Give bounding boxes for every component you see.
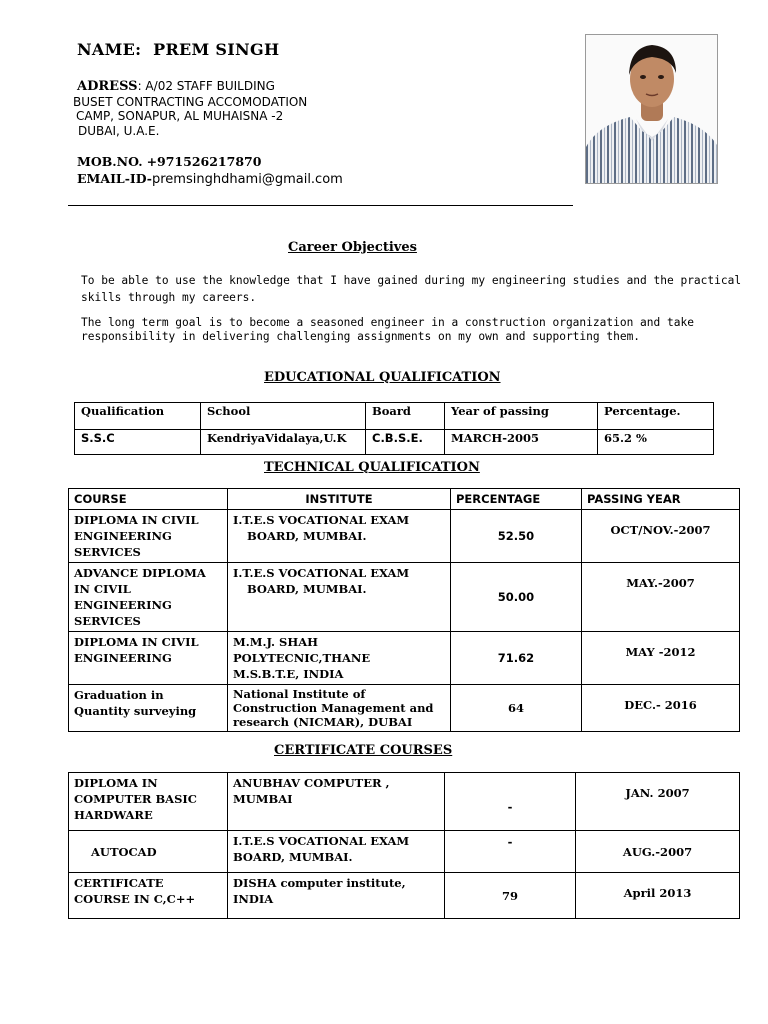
cell-line: I.T.E.S VOCATIONAL EXAM: [233, 834, 410, 848]
table-cell: 65.2 %: [598, 430, 714, 455]
header-cell: Board: [366, 403, 445, 430]
table-row: [69, 773, 740, 831]
cell-line: ENGINEERING: [74, 651, 172, 665]
technical-heading: TECHNICAL QUALIFICATION: [264, 460, 480, 475]
contact-block: [77, 153, 343, 188]
percentage-cell: 52.50: [451, 510, 582, 563]
mobile-number: +971526217870: [146, 154, 262, 169]
cell-line: BOARD, MUMBAI.: [247, 582, 367, 596]
year-cell: April 2013: [576, 873, 740, 919]
table-cell: MARCH-2005: [445, 430, 598, 455]
cell-line: M.M.J. SHAH: [233, 635, 318, 649]
course-cell: [69, 873, 228, 919]
certificate-table: [68, 772, 740, 919]
cell-line: ENGINEERING: [74, 529, 172, 543]
objective-paragraph: The long term goal is to become a seasoned engineer in a construction organization and take responsibility in delivering challenging assignments on my own and supporting them.: [81, 316, 694, 343]
cell-line: I.T.E.S VOCATIONAL EXAM: [233, 513, 410, 527]
name-value: PREM SINGH: [153, 40, 280, 59]
table-row: [69, 685, 740, 732]
table-header-row: [75, 403, 714, 430]
objective-paragraph: To be able to use the knowledge that I have gained during my engineering studies and the practical skills through my careers.: [81, 274, 742, 304]
email-address: premsinghdhami@gmail.com: [152, 172, 343, 187]
email-label: EMAIL-ID-: [77, 171, 152, 186]
cell-line: DISHA computer institute,: [233, 876, 406, 890]
cell-line: I.T.E.S VOCATIONAL EXAM: [233, 566, 410, 580]
percentage-cell: 79: [445, 873, 576, 919]
percentage-cell: 64: [451, 685, 582, 732]
cell-line: COMPUTER BASIC: [74, 792, 197, 806]
institute-cell: [228, 685, 451, 732]
course-cell: [69, 773, 228, 831]
institute-cell: [228, 632, 451, 685]
table-row: [75, 430, 714, 455]
header-cell: Percentage.: [598, 403, 714, 430]
table-header-row: [69, 489, 740, 510]
technical-table: [68, 488, 740, 732]
cell-line: MUMBAI: [233, 792, 293, 806]
cell-line: BOARD, MUMBAI.: [233, 850, 353, 864]
address-line: BUSET CONTRACTING ACCOMODATION: [73, 94, 308, 109]
percentage-cell: -: [445, 831, 576, 873]
table-cell: C.B.S.E.: [366, 430, 445, 455]
institute-cell: [228, 873, 445, 919]
cell-line: POLYTECNIC,THANE: [233, 651, 371, 665]
cell-line: Graduation in: [74, 688, 164, 702]
name-label: NAME:: [77, 40, 142, 59]
percentage-cell: -: [445, 773, 576, 831]
address-line: : A/02 STAFF BUILDING: [137, 79, 275, 93]
cell-line: INDIA: [233, 892, 274, 906]
cell-line: IN CIVIL: [74, 582, 131, 596]
header-cell: COURSE: [69, 489, 228, 510]
candidate-name: [77, 40, 279, 59]
year-cell: DEC.- 2016: [582, 685, 740, 732]
course-cell: [69, 510, 228, 563]
cell-line: M.S.B.T.E, INDIA: [233, 667, 344, 681]
cell-line: ADVANCE DIPLOMA: [74, 566, 206, 580]
cell-line: DIPLOMA IN CIVIL: [74, 513, 199, 527]
year-cell: AUG.-2007: [576, 831, 740, 873]
cell-line: ANUBHAV COMPUTER ,: [233, 776, 390, 790]
year-cell: JAN. 2007: [576, 773, 740, 831]
portrait-image: [586, 35, 717, 183]
institute-cell: [228, 563, 451, 632]
education-heading: EDUCATIONAL QUALIFICATION: [264, 370, 501, 385]
course-cell: [69, 563, 228, 632]
cell-line: National Institute of: [233, 687, 366, 701]
cell-line: CERTIFICATE: [74, 876, 164, 890]
cell-line: DIPLOMA IN CIVIL: [74, 635, 199, 649]
header-cell: PERCENTAGE: [451, 489, 582, 510]
cell-line: Construction Management and: [233, 701, 434, 715]
table-row: [69, 632, 740, 685]
cell-line: BOARD, MUMBAI.: [247, 529, 367, 543]
mobile-label: MOB.NO.: [77, 154, 143, 169]
cell-line: ENGINEERING: [74, 598, 172, 612]
career-objectives-heading: Career Objectives: [288, 240, 417, 255]
table-row: [69, 563, 740, 632]
education-table: [74, 402, 714, 455]
cell-line: COURSE IN C,C++: [74, 892, 196, 906]
header-cell: INSTITUTE: [228, 489, 451, 510]
address-line: CAMP, SONAPUR, AL MUHAISNA -2: [76, 109, 284, 123]
cell-line: Quantity surveying: [74, 704, 197, 718]
table-cell: S.S.C: [75, 430, 201, 455]
year-cell: MAY -2012: [582, 632, 740, 685]
year-cell: OCT/NOV.-2007: [582, 510, 740, 563]
institute-cell: [228, 831, 445, 873]
header-divider: [68, 205, 573, 206]
percentage-cell: 50.00: [451, 563, 582, 632]
cell-line: AUTOCAD: [91, 844, 157, 859]
institute-cell: [228, 510, 451, 563]
header-cell: Qualification: [75, 403, 201, 430]
cell-line: SERVICES: [74, 614, 141, 628]
profile-photo: [585, 34, 718, 184]
course-cell: [69, 831, 228, 873]
table-cell: KendriyaVidalaya,U.K: [201, 430, 366, 455]
table-row: [69, 873, 740, 919]
header-cell: PASSING YEAR: [582, 489, 740, 510]
cell-line: DIPLOMA IN: [74, 776, 158, 790]
year-cell: MAY.-2007: [582, 563, 740, 632]
percentage-cell: 71.62: [451, 632, 582, 685]
course-cell: [69, 632, 228, 685]
address-label: ADRESS: [77, 79, 138, 94]
header-cell: School: [201, 403, 366, 430]
cell-line: research (NICMAR), DUBAI: [233, 715, 413, 729]
certificate-heading: CERTIFICATE COURSES: [274, 743, 453, 758]
table-row: [69, 831, 740, 873]
cell-line: SERVICES: [74, 545, 141, 559]
institute-cell: [228, 773, 445, 831]
header-cell: Year of passing: [445, 403, 598, 430]
address-line: DUBAI, U.A.E.: [78, 123, 160, 138]
address-block: [73, 79, 307, 138]
course-cell: [69, 685, 228, 732]
cell-line: HARDWARE: [74, 808, 153, 822]
table-row: [69, 510, 740, 563]
